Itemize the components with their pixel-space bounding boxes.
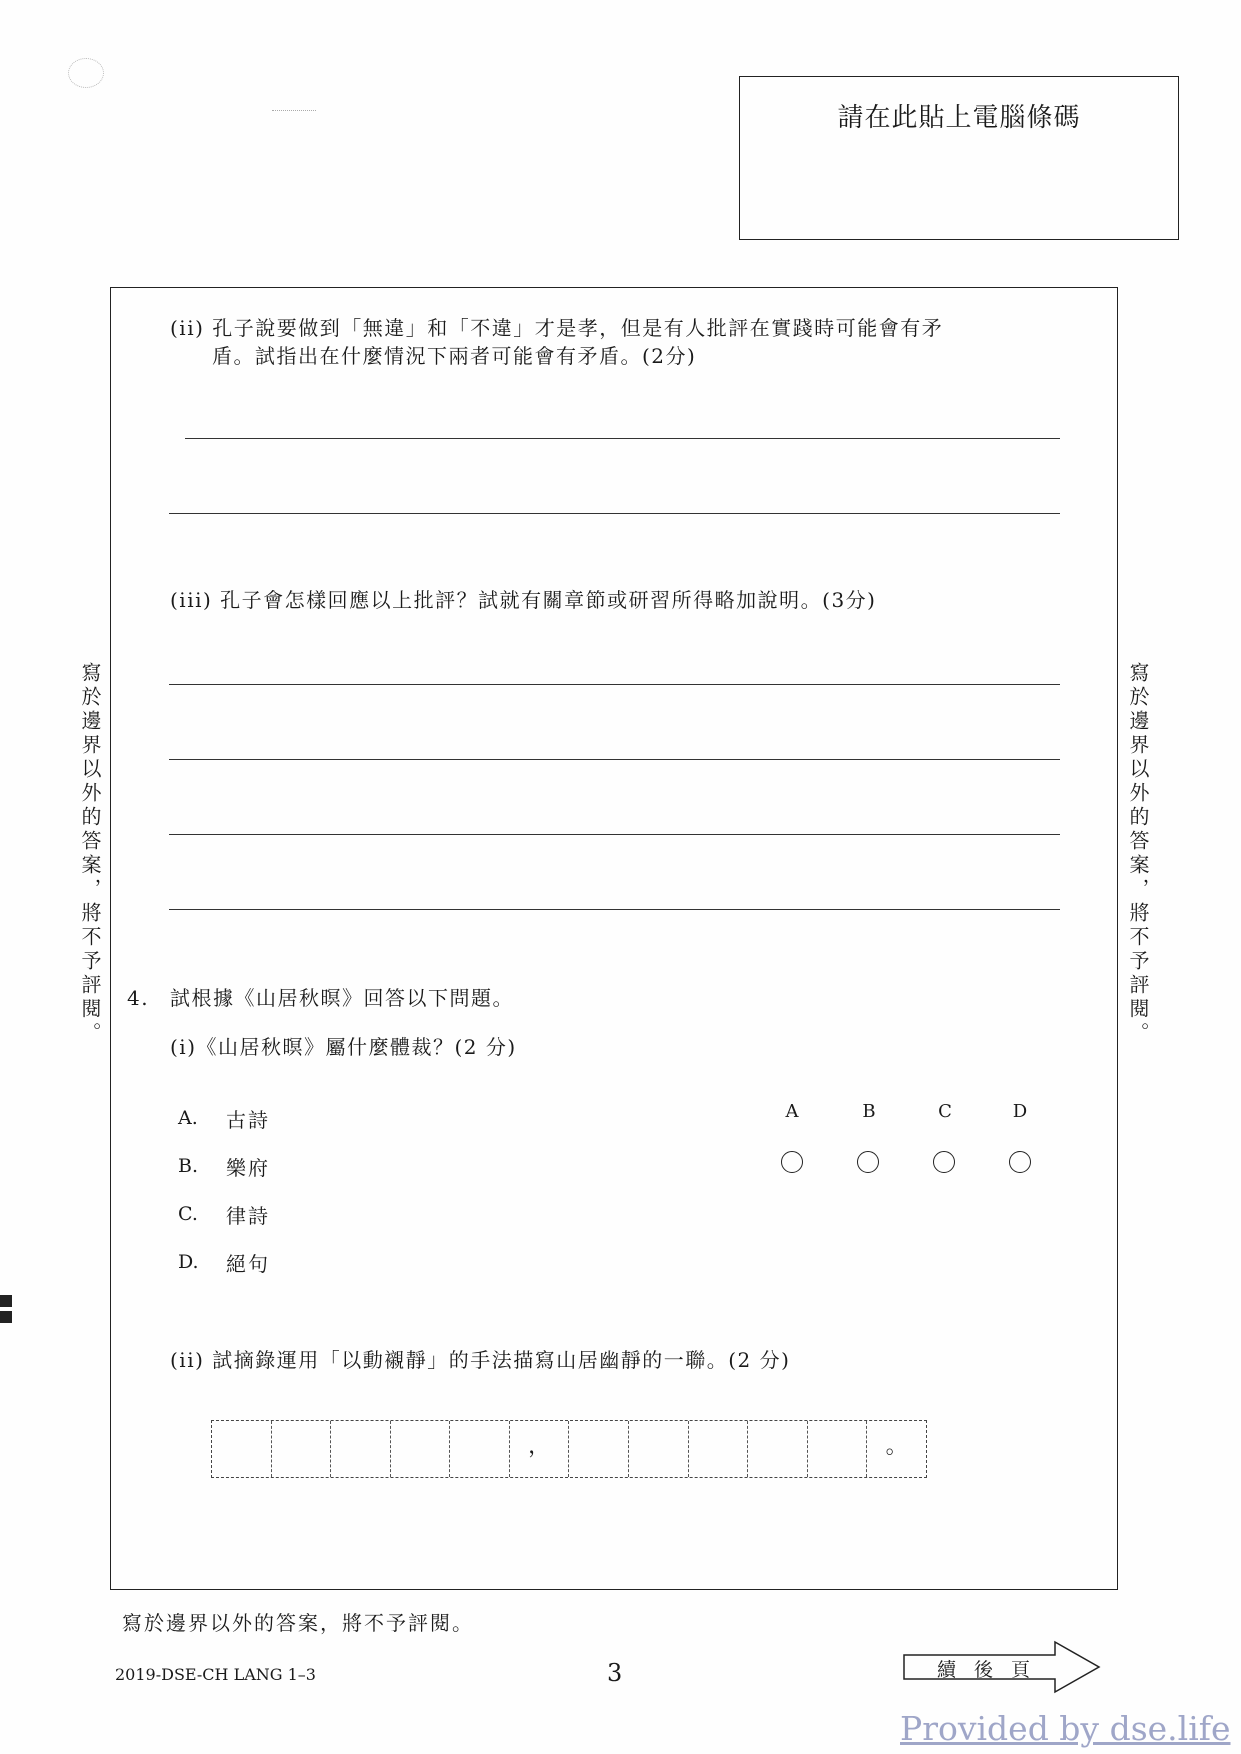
answer-line[interactable] xyxy=(169,684,1060,685)
grid-cell[interactable] xyxy=(629,1421,689,1477)
watermark: Provided by dse.life xyxy=(900,1709,1231,1748)
answer-bubble-c[interactable] xyxy=(933,1151,955,1173)
option-d-text: 絕句 xyxy=(226,1252,270,1276)
continue-arrow xyxy=(903,1640,1103,1694)
answer-frame xyxy=(110,287,1118,1590)
answer-bubble-d[interactable] xyxy=(1009,1151,1031,1173)
grid-cell[interactable] xyxy=(272,1421,332,1477)
question-3-ii-line-2: 盾。試指出在什麼情況下兩者可能會有矛盾。(2分) xyxy=(212,344,697,368)
paper-code: 2019-DSE-CH LANG 1–3 xyxy=(115,1665,316,1684)
option-c-text: 律詩 xyxy=(226,1204,270,1228)
character-answer-grid[interactable] xyxy=(211,1420,927,1478)
grid-cell[interactable] xyxy=(331,1421,391,1477)
question-4-ii: (ii) 試摘錄運用「以動襯靜」的手法描寫山居幽靜的一聯。(2 分) xyxy=(170,1348,791,1372)
grid-cell-period: 。 xyxy=(885,1434,908,1459)
right-margin-note: 寫於邊界以外的答案，將不予評閱。 xyxy=(1126,662,1150,1046)
scan-speck xyxy=(68,58,104,88)
grid-cell-comma: ， xyxy=(510,1421,570,1477)
alignment-mark-icon xyxy=(0,1311,12,1323)
question-4-intro: 試根據《山居秋暝》回答以下問題。 xyxy=(170,986,514,1010)
page-number: 3 xyxy=(607,1659,623,1687)
grid-cell[interactable] xyxy=(391,1421,451,1477)
question-3-iii: (iii) 孔子會怎樣回應以上批評？試就有關章節或研習所得略加說明。(3分) xyxy=(170,588,877,612)
continue-label: 續後頁 xyxy=(937,1659,1049,1681)
grid-cell[interactable] xyxy=(808,1421,868,1477)
answer-line[interactable] xyxy=(169,834,1060,835)
option-b-label: B. xyxy=(178,1155,199,1177)
answer-line[interactable] xyxy=(169,909,1060,910)
barcode-label: 請在此貼上電腦條碼 xyxy=(837,103,1081,133)
option-c-label: C. xyxy=(178,1203,198,1225)
option-a-label: A. xyxy=(178,1107,198,1129)
left-margin-note: 寫於邊界以外的答案，將不予評閱。 xyxy=(78,662,102,1046)
answer-column-a-label: A xyxy=(785,1101,799,1122)
scan-speck xyxy=(272,110,316,111)
grid-cell[interactable] xyxy=(569,1421,629,1477)
answer-bubble-b[interactable] xyxy=(857,1151,879,1173)
answer-column-c-label: C xyxy=(938,1101,952,1122)
answer-line[interactable] xyxy=(169,513,1060,514)
answer-line[interactable] xyxy=(185,438,1060,439)
answer-bubble-a[interactable] xyxy=(781,1151,803,1173)
footer-note: 寫於邊界以外的答案，將不予評閱。 xyxy=(122,1611,474,1635)
grid-cell[interactable] xyxy=(212,1421,272,1477)
question-4-i: (i)《山居秋暝》屬什麼體裁？(2 分) xyxy=(170,1035,517,1059)
question-3-ii-line-1: (ii) 孔子說要做到「無違」和「不違」才是孝，但是有人批評在實踐時可能會有矛 xyxy=(170,316,944,340)
answer-column-d-label: D xyxy=(1012,1101,1028,1122)
grid-cell[interactable] xyxy=(748,1421,808,1477)
alignment-mark-icon xyxy=(0,1295,12,1307)
grid-cell[interactable] xyxy=(689,1421,749,1477)
grid-cell[interactable] xyxy=(450,1421,510,1477)
answer-column-b-label: B xyxy=(862,1101,876,1122)
barcode-sticker-box xyxy=(739,76,1179,240)
option-a-text: 古詩 xyxy=(226,1108,270,1132)
question-4-number: 4. xyxy=(127,986,150,1010)
option-b-text: 樂府 xyxy=(226,1156,270,1180)
option-d-label: D. xyxy=(178,1251,199,1273)
answer-line[interactable] xyxy=(169,759,1060,760)
